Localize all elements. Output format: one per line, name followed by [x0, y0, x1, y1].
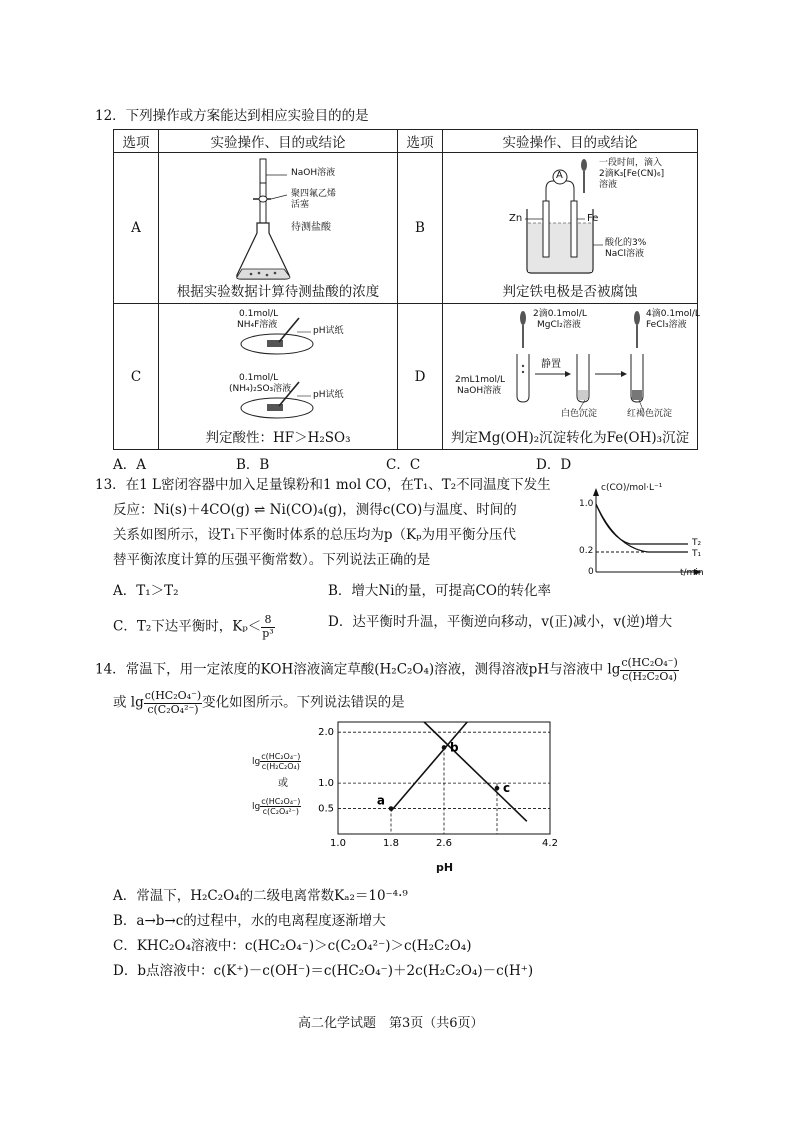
q14-ratio-fraction-2 [144, 690, 202, 716]
fecl3-conc-label: 4滴0.1mol/L [646, 309, 700, 319]
q13-ytick-02: 0.2 [579, 546, 594, 556]
x-tick-label: 4.2 [542, 838, 558, 849]
ph-paper-illustration [159, 304, 397, 429]
zn-electrode-label: Zn [509, 213, 523, 224]
q13-xlabel: t/min [680, 568, 704, 578]
q13-stem-line-2: 反应：Ni(s)＋4CO(g) ⇌ Ni(CO)₄(g)，测得c(CO)与温度、时间的 [113, 502, 517, 518]
q12-options-table [113, 129, 698, 450]
q14-ylabel-or: 或 [278, 778, 288, 789]
q14-option-b[interactable]: B．a→b→c的过程中，水的电离程度逐渐增大 [113, 913, 386, 929]
option-b-caption: 判定铁电极是否被腐蚀 [502, 284, 638, 300]
q14-option-c[interactable]: C．KHC₂O₄溶液中：c(HC₂O₄⁻)＞c(C₂O₄²⁻)＞c(H₂C₂O₄) [113, 938, 472, 954]
q12-choice-c[interactable]: C．C [386, 457, 421, 473]
fraction-denominator: c(C₂O₄²⁻) [262, 807, 299, 817]
q14-option-a[interactable]: A．常温下，H₂C₂O₄的二级电离常数Kₐ₂＝10⁻⁴·⁹ [113, 888, 408, 904]
nacl-label-1: 酸化的3% [605, 238, 647, 248]
red-brown-precipitate-label: 红褐色沉淀 [627, 409, 673, 419]
x-tick-label: 2.6 [436, 838, 452, 849]
option-a-letter: A [114, 153, 159, 304]
q13-option-c-text: C．T₂下达平衡时，Kₚ＜ [113, 618, 262, 635]
fraction-numerator: 8 [261, 614, 274, 628]
option-b-letter: B [398, 153, 443, 304]
nh42so3-solution-label: (NH₄)₂SO₃溶液 [229, 384, 292, 394]
point-label-b: b [450, 740, 459, 755]
option-d-caption: 判定Mg(OH)₂沉淀转化为Fe(OH)₃沉淀 [450, 430, 690, 446]
q13-ylabel: c(CO)/mol·L⁻¹ [601, 483, 663, 493]
falling-line [424, 722, 527, 821]
q12-choice-a[interactable]: A．A [113, 457, 146, 473]
t2-curve [596, 504, 688, 544]
titration-apparatus-illustration [159, 153, 397, 281]
option-a-cell [159, 153, 398, 304]
option-a-caption: 根据实验数据计算待测盐酸的浓度 [176, 284, 380, 300]
q14-stem-line-1 [95, 657, 679, 683]
q14-xlabel: pH [436, 861, 454, 874]
q14-stem-tail: 变化如图所示。下列说法错误的是 [202, 694, 405, 711]
q14-ylabel-1 [252, 752, 301, 771]
fraction-denominator: c(H₂C₂O₄) [261, 762, 300, 772]
nh4f-solution-label: NH₄F溶液 [237, 320, 278, 330]
y-tick-label: 0.5 [318, 803, 334, 815]
naoh-solution-label: NaOH溶液 [291, 168, 336, 178]
x-tick-label: 1.8 [383, 838, 399, 849]
nacl-label-2: NaCl溶液 [605, 249, 645, 259]
page-footer: 高二化学试题 第3页（共6页） [298, 1016, 484, 1031]
fecl3-solution-label: FeCl₃溶液 [646, 320, 687, 330]
option-d-letter: D [398, 304, 443, 450]
x-tick-label: 1.0 [330, 838, 346, 849]
ph-paper-label-1: pH试纸 [313, 326, 344, 336]
option-c-cell [159, 304, 398, 450]
fraction-numerator: c(HC₂O₄⁻) [261, 752, 301, 761]
q14-stem-line-2 [113, 690, 405, 716]
naoh-conc-label: 2mL1mol/L [455, 375, 506, 385]
fraction-numerator: c(HC₂O₄⁻) [621, 656, 678, 669]
q14-ylabel-lg-2: lg [252, 802, 261, 813]
point-c [495, 786, 500, 791]
b-text-1: 一段时间，滴入 [599, 158, 663, 168]
ptfe-label: 聚四氟乙烯 [291, 189, 337, 199]
q12-choice-d[interactable]: D．D [536, 457, 572, 473]
q12-choice-b[interactable]: B．B [236, 457, 270, 473]
q14-ylabel-lg-1: lg [252, 757, 261, 768]
header-operation-1: 实验操作、目的或结论 [159, 130, 398, 153]
q13-option-c-fraction [261, 614, 274, 640]
hcl-label: 待测盐酸 [291, 222, 331, 233]
white-precipitate-label: 白色沉淀 [561, 409, 598, 419]
point-label-a: a [376, 793, 385, 808]
point-a [389, 806, 394, 811]
y-tick-label: 1.0 [318, 778, 334, 790]
q13-series-t1: T₁ [692, 549, 702, 559]
q13-stem-line-3: 关系如图所示，设T₁下平衡时体系的总压均为p（Kₚ为用平衡分压代 [113, 527, 517, 543]
nh4f-conc-label: 0.1mol/L [239, 309, 279, 319]
naoh-solution-label-d: NaOH溶液 [457, 386, 502, 396]
q13-option-d[interactable]: D．达平衡时升温，平衡逆向移动，v(正)减小，v(逆)增大 [328, 614, 673, 630]
y-tick-label: 2.0 [318, 727, 334, 739]
standing-label: 静置 [541, 359, 561, 370]
q13-concentration-time-chart [576, 484, 708, 580]
fraction-numerator: c(HC₂O₄⁻) [144, 689, 202, 702]
option-b-cell [443, 153, 698, 304]
fraction-denominator: c(H₂C₂O₄) [622, 669, 678, 683]
mgcl2-conc-label: 2滴0.1mol/L [533, 309, 587, 319]
q13-option-b[interactable]: B．增大Ni的量，可提高CO的转化率 [328, 583, 551, 599]
option-d-cell [443, 304, 698, 450]
point-label-c: c [503, 781, 511, 796]
q14-ratio-fraction-1 [620, 657, 678, 683]
fraction-denominator: p³ [262, 626, 274, 640]
q13-option-a[interactable]: A．T₁＞T₂ [113, 583, 179, 599]
point-b [442, 745, 447, 750]
q14-ylabel-2 [252, 797, 301, 816]
q13-stem-line-4: 替平衡浓度计算的压强平衡常数）。下列说法正确的是 [113, 552, 431, 568]
q13-stem-line-1: 13．在1 L密闭容器中加入足量镍粉和1 mol CO，在T₁、T₂不同温度下发生 [95, 477, 551, 493]
q14-ph-chart [318, 718, 560, 849]
header-option-2: 选项 [398, 130, 443, 153]
mgcl2-solution-label: MgCl₂溶液 [537, 320, 581, 330]
q12-stem: 12．下列操作或方案能达到相应实验目的的是 [95, 108, 369, 124]
q14-or-lg: 或 lg [113, 694, 144, 711]
ph-paper-label-2: pH试纸 [313, 390, 344, 400]
option-c-caption: 判定酸性：HF＞H₂SO₃ [205, 430, 351, 446]
fraction-denominator: c(C₂O₄²⁻) [147, 702, 199, 716]
b-text-2: 2滴K₃[Fe(CN)₆] [599, 169, 665, 179]
ammeter-icon: A [556, 170, 563, 181]
q13-origin: 0 [588, 567, 594, 577]
option-c-letter: C [114, 304, 159, 450]
q13-series-t2: T₂ [692, 538, 702, 548]
stopcock-label: 活塞 [291, 200, 310, 210]
q13-option-c[interactable] [113, 614, 275, 640]
fraction-numerator: c(HC₂O₄⁻) [261, 797, 301, 806]
q14-option-d[interactable]: D．b点溶液中：c(K⁺)－c(OH⁻)＝c(HC₂O₄⁻)＋2c(H₂C₂O₄)－c(H⁺) [113, 963, 534, 979]
t1-curve [596, 504, 688, 552]
q13-ytick-1: 1.0 [579, 499, 594, 509]
header-operation-2: 实验操作、目的或结论 [443, 130, 698, 153]
b-text-3: 溶液 [599, 180, 618, 190]
nh42so3-conc-label: 0.1mol/L [239, 373, 279, 383]
fe-electrode-label: Fe [587, 213, 599, 224]
header-option-1: 选项 [114, 130, 159, 153]
q14-stem-text: 14．常温下，用一定浓度的KOH溶液滴定草酸(H₂C₂O₄)溶液，测得溶液pH与溶液中 lg [95, 661, 621, 678]
rising-line [391, 722, 467, 811]
